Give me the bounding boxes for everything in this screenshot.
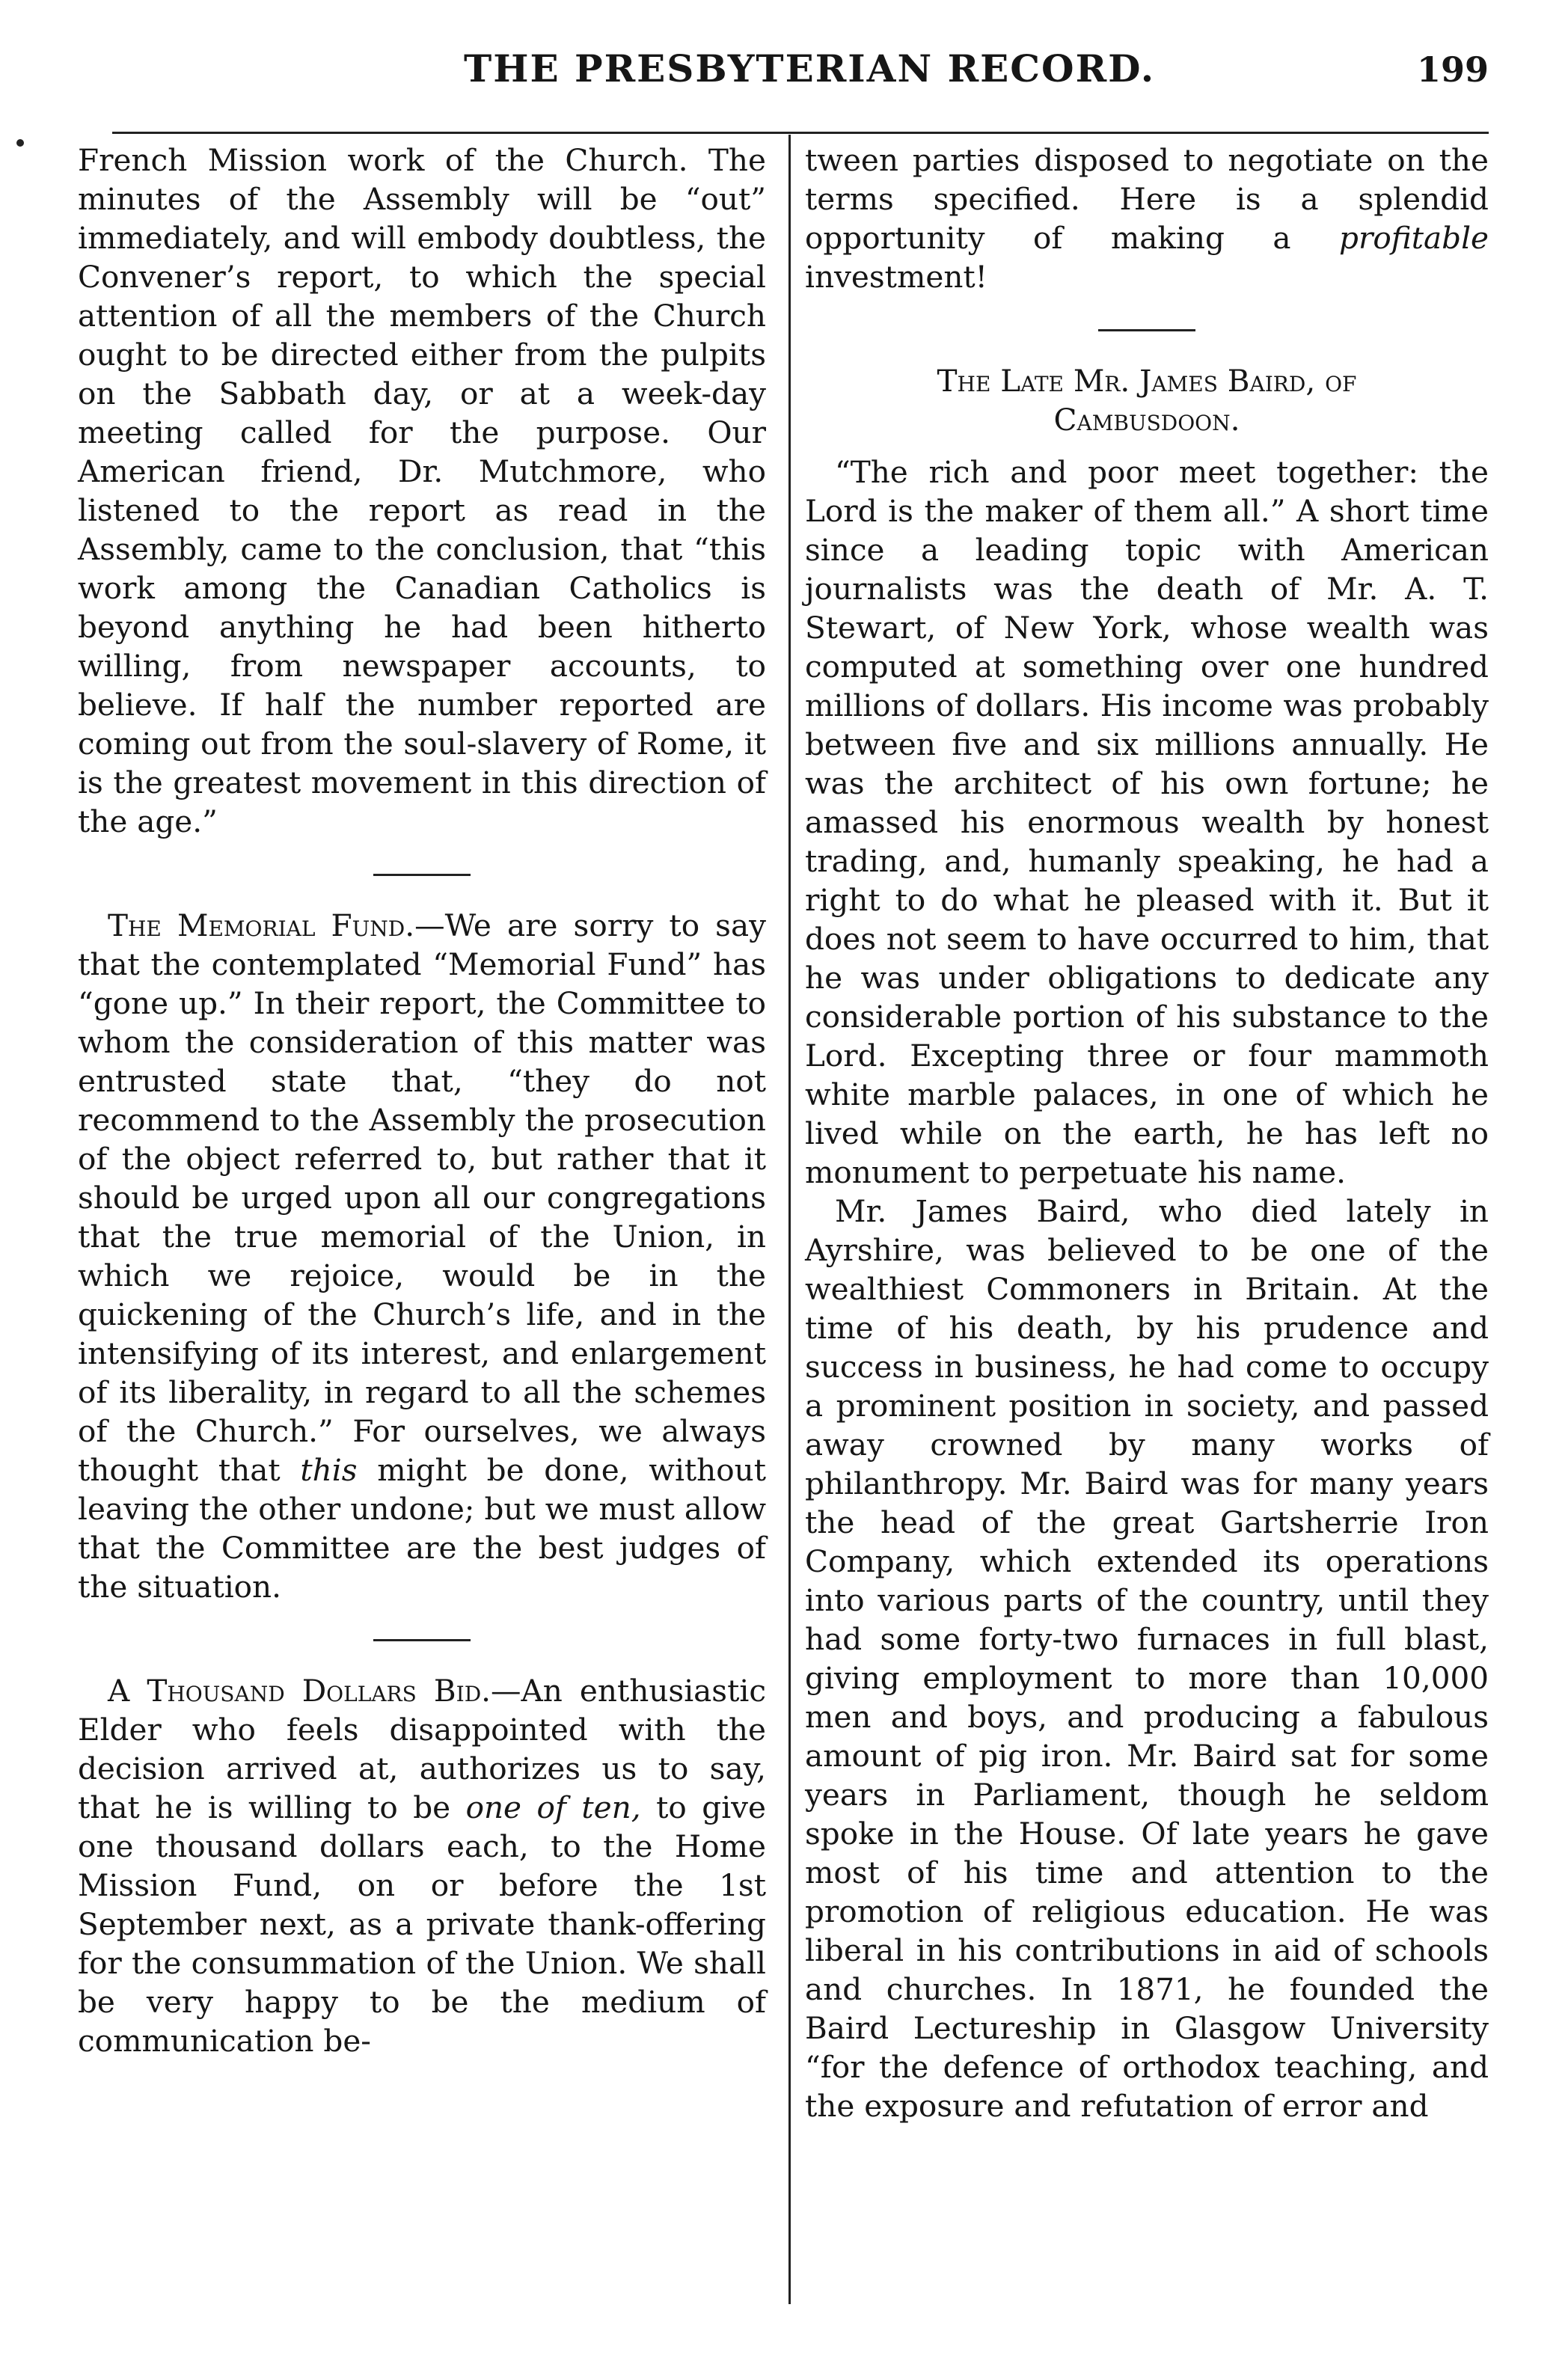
section-divider xyxy=(373,1639,471,1641)
baird-paragraph-1: “The rich and poor meet together: the Lord is the maker of them all.” A short time since a leading topic with American journalists was the death of Mr. A. T. Stewart, of New York, whose wealth was computed at something over one hundred millions of dollars. His income was probably between five and six millions annually. He was the architect of his own fortune; he amassed his enormous wealth by honest trading, and, humanly speaking, he had a right to do what he pleased with it. But it does not seem to have occurred to him, that he was under obligations to dedicate any considerable portion of his substance to the Lord. Excepting three or four mammoth white marble palaces, in one of which he lived while on the earth, he has left no monument to perpetuate his name. xyxy=(805,454,1489,1190)
page-header xyxy=(456,46,1489,106)
page-number: 199 xyxy=(1416,49,1489,90)
article-title-line-1: The Late Mr. James Baird, of xyxy=(937,363,1357,399)
continuation-paragraph xyxy=(805,141,1489,296)
section-divider xyxy=(373,874,471,876)
memorial-fund-text-2: might be done, without leaving the other undone; but we must allow that the Committee are the best judges of the situation. xyxy=(78,1452,767,1605)
memorial-fund-emphasis: this xyxy=(300,1452,358,1488)
baird-paragraph-2: Mr. James Baird, who died lately in Ayrshire, was believed to be one of the wealthiest Commoners in Britain. At the time of his death, by his prudence and success in business, he had come to occupy a prominent position in society, and passed away crowned by many works of philanthropy. Mr. Baird was for many years the head of the great Gartsherrie Iron Company, which extended its operations into various parts of the country, until they had some forty-two furnaces in full blast, giving employment to more than 10,000 men and boys, and producing a fabulous amount of pig iron. Mr. Baird sat for some years in Parliament, though he seldom spoke in the House. Of late years he gave most of his time and attention to the promotion of religious education. He was liberal in his contributions in aid of schools and churches. In 1871, he founded the Baird Lectureship in Glasgow University “for the defence of orthodox teaching, and the exposure and refutation of error and xyxy=(805,1193,1489,2124)
thousand-dollars-heading: A Thousand Dollars Bid. xyxy=(108,1673,491,1709)
article-title xyxy=(805,361,1489,439)
right-column xyxy=(805,141,1489,2125)
thousand-dollars-paragraph xyxy=(78,1671,766,2060)
column-divider xyxy=(788,135,791,2304)
continuation-text-2: investment! xyxy=(805,259,987,295)
memorial-fund-text-1: —We are sorry to say that the contemplated “Memorial Fund” has “gone up.” In their report, the Committee to whom the consideration of this matter was entrusted state that, “they do not recommend to the Assembly the prosecution of the object referred to, but rather that it should be urged upon all our congregations that the true memorial of the Union, in which we rejoice, would be in the quickening of the Church’s life, and in the intensifying of its interest, and enlargement of its liberality, in regard to all the schemes of the Church.” For ourselves, we always thought that xyxy=(78,907,766,1488)
article-title-line-2: Cambusdoon. xyxy=(1053,402,1240,438)
thousand-dollars-text-1: —An enthusiastic Elder who feels disappointed with the decision arrived at, authorizes us to say, that he is willing to be xyxy=(78,1673,766,1825)
mission-paragraph: French Mission work of the Church. The minutes of the Assembly will be “out” immediately, and will embody doubtless, the Convener’s report, to which the special attention of all the members of the Church ought to be directed either from the pulpits on the Sabbath day, or at a week-day meeting called for the purpose. Our American friend, Dr. Mutchmore, who listened to the report as read in the Assembly, came to the conclusion, that “this work among the Canadian Catholics is beyond anything he had been hitherto willing, from newspaper accounts, to believe. If half the number reported are coming out from the soul-slavery of Rome, it is the greatest movement in this direction of the age.” xyxy=(78,142,766,839)
continuation-emphasis: profitable xyxy=(1339,220,1489,256)
header-rule xyxy=(112,132,1489,134)
section-divider xyxy=(1098,329,1195,331)
memorial-fund-paragraph xyxy=(78,906,766,1606)
memorial-fund-heading: The Memorial Fund. xyxy=(108,907,415,943)
thousand-dollars-text-2: to give one thousand dollars each, to the Home Mission Fund, on or before the 1st September next, as a private thank-offering for the consummation of the Union. We shall be very happy to be the medium of communication be- xyxy=(78,1789,766,2059)
margin-mark xyxy=(16,139,24,147)
continuation-text-1: tween parties disposed to negotiate on the terms specified. Here is a splendid opportunity of making a xyxy=(805,142,1489,256)
thousand-dollars-emphasis: one of ten, xyxy=(465,1789,641,1825)
left-column xyxy=(78,141,766,2060)
running-title: THE PRESBYTERIAN RECORD. xyxy=(464,46,1156,91)
